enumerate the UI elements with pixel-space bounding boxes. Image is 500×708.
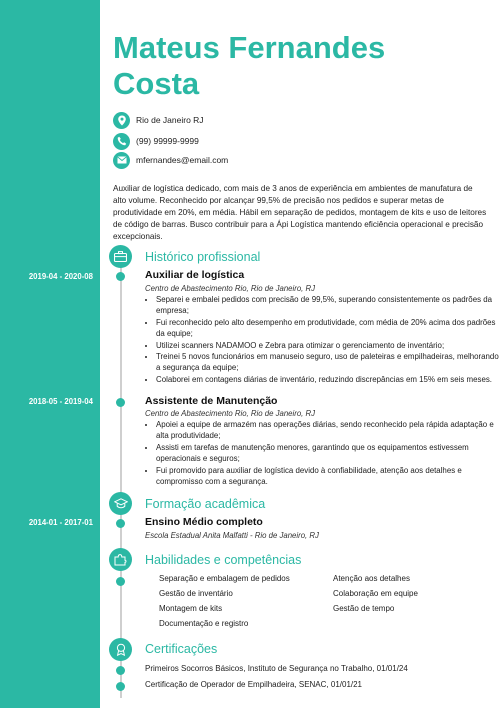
education-place: Escola Estadual Anita Malfatti - Rio de Janeiro, RJ <box>145 531 319 540</box>
timeline-dot <box>116 519 125 528</box>
list-item: • Separei e embalei pedidos com precisão de 99,5%, superando consistentemente os padrões da empresa; <box>156 294 500 317</box>
timeline-dot <box>116 682 125 691</box>
skill-item: Gestão de tempo <box>333 604 395 613</box>
list-item: • Treinei 5 novos funcionários em manuseio seguro, uso de paleteiras e empilhadeiras, melhorando a segurança da equipe; <box>156 351 500 374</box>
briefcase-icon <box>109 245 132 268</box>
contact-location-text: Rio de Janeiro RJ <box>136 115 204 125</box>
timeline-dot <box>116 272 125 281</box>
contact-email-text: mfernandes@email.com <box>136 155 229 165</box>
certification-item: Primeiros Socorros Básicos, Instituto de Segurança no Trabalho, 01/01/24 <box>145 664 408 673</box>
section-title-experience: Histórico profissional <box>145 250 261 264</box>
timeline-dot <box>116 666 125 675</box>
certification-item: Certificação de Operador de Empilhadeira, SENAC, 01/01/21 <box>145 680 363 689</box>
graduation-cap-icon <box>109 492 132 515</box>
education-title: Ensino Médio completo <box>145 516 263 528</box>
location-pin-icon <box>113 112 130 129</box>
job-1-bullets <box>145 294 500 385</box>
section-title-education: Formação acadêmica <box>145 497 266 511</box>
section-title-certifications: Certificações <box>145 642 218 656</box>
job-2-place: Centro de Abastecimento Rio, Rio de Janeiro, RJ <box>145 409 316 418</box>
name-line-2: Costa <box>113 66 200 101</box>
skill-item: Montagem de kits <box>159 604 223 613</box>
professional-summary: Auxiliar de logística dedicado, com mais de 3 anos de experiência em ambientes de manufatura de alto volume. Reconhecido por alcançar 99,5% de precisão nos pedidos e superar metas de produtividade em 20%, em média. Hábil em separação de pedidos, montagem de kits e uso de leitores de código de barras. Busco contribuir para a Ápi Logística mantendo eficiência operacional e precisão excepcionais. <box>113 184 487 241</box>
list-item: • Utilizei scanners NADAMOO e Zebra para otimizar o gerenciamento de inventário; <box>156 340 500 351</box>
list-item: • Apoiei a equipe de armazém nas operações diárias, sendo reconhecido pela rápida adaptação e alta produtividade; <box>156 419 500 442</box>
list-item: • Colaborei em contagens diárias de inventário, reduzindo discrepâncias em 15% em seis meses. <box>156 374 500 385</box>
education-dates: 2014-01 - 2017-01 <box>28 518 93 527</box>
skill-item: Separação e embalagem de pedidos <box>159 574 290 583</box>
job-1-dates: 2019-04 - 2020-08 <box>28 272 93 281</box>
name-line-1: Mateus Fernandes <box>113 30 386 65</box>
skill-item: Atenção aos detalhes <box>333 574 410 583</box>
list-item: • Assisti em tarefas de manutenção menores, garantindo que os equipamentos estivessem operacionais e seguros; <box>156 442 500 465</box>
skill-item: Gestão de inventário <box>159 589 233 598</box>
job-2-dates: 2018-05 - 2019-04 <box>28 397 93 406</box>
job-1-place: Centro de Abastecimento Rio, Rio de Janeiro, RJ <box>145 284 316 293</box>
skill-item: Colaboração em equipe <box>333 589 418 598</box>
timeline-dot <box>116 398 125 407</box>
list-item: • Fui promovido para auxiliar de logística devido à confiabilidade, atenção aos detalhes e compromisso com a segurança. <box>156 465 500 488</box>
contact-location <box>113 110 204 130</box>
job-2-bullets <box>145 419 500 487</box>
timeline-line <box>120 252 122 698</box>
section-title-skills: Habilidades e competências <box>145 553 302 567</box>
contact-phone-text: (99) 99999-9999 <box>136 136 199 146</box>
candidate-name <box>113 30 483 102</box>
certificate-icon <box>109 638 132 661</box>
job-1-title: Auxiliar de logística <box>145 269 245 281</box>
timeline-dot <box>116 577 125 586</box>
contact-phone <box>113 131 199 151</box>
job-2-title: Assistente de Manutenção <box>145 395 278 407</box>
skill-item: Documentação e registro <box>159 619 249 628</box>
sidebar-band <box>0 0 100 708</box>
contact-email[interactable] <box>113 150 228 170</box>
email-icon <box>113 152 130 169</box>
puzzle-icon <box>109 548 132 571</box>
phone-icon <box>113 133 130 150</box>
list-item: • Fui reconhecido pelo alto desempenho em produtividade, com média de 20% acima dos padrões da equipe; <box>156 317 500 340</box>
